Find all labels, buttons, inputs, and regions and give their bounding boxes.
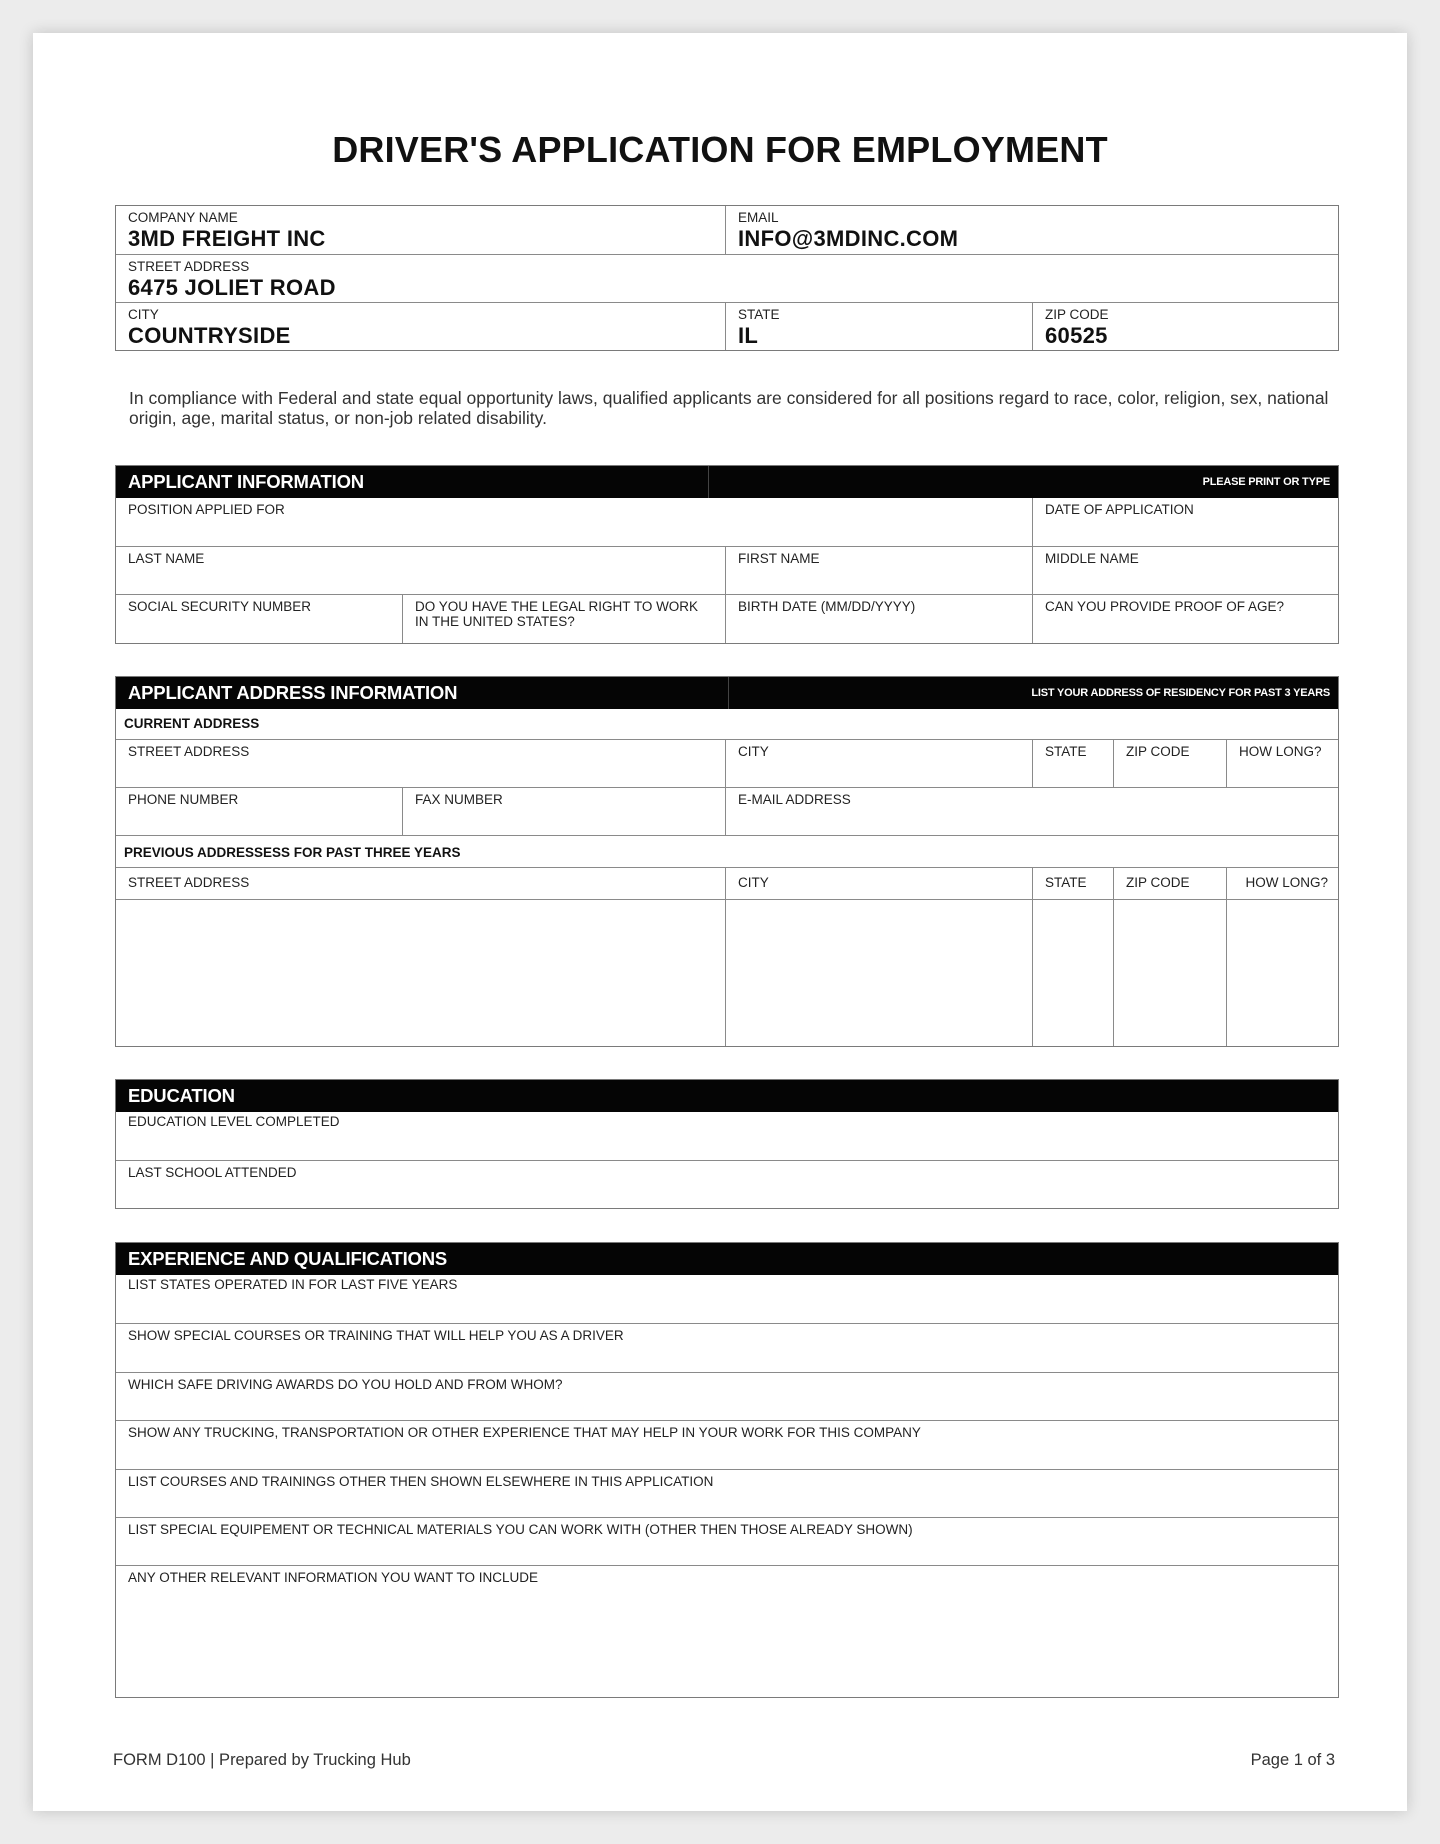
trucking-experience-field[interactable] — [116, 1421, 1338, 1469]
previous-zip-header — [1113, 868, 1226, 899]
page-title: DRIVER'S APPLICATION FOR EMPLOYMENT — [332, 129, 1108, 170]
field-label: LAST NAME — [128, 551, 205, 566]
previous-state-header — [1032, 868, 1113, 899]
column-label: STREET ADDRESS — [128, 875, 250, 890]
previous-addresses-subheading: PREVIOUS ADDRESSESS FOR PAST THREE YEARS — [116, 835, 1338, 867]
company-street-value: 6475 JOLIET ROAD — [128, 275, 336, 300]
field-label: STATE — [1045, 744, 1087, 759]
field-label: SOCIAL SECURITY NUMBER — [128, 599, 312, 614]
experience-section — [115, 1242, 1339, 1698]
previous-street-entry[interactable] — [116, 900, 725, 1046]
company-state-cell — [725, 303, 1032, 350]
phone-number-field[interactable] — [116, 788, 402, 835]
birth-date-field[interactable] — [725, 595, 1032, 643]
current-state-field[interactable] — [1032, 740, 1113, 787]
section-title: APPLICANT ADDRESS INFORMATION — [128, 682, 458, 703]
field-label: PHONE NUMBER — [128, 792, 239, 807]
email-address-field[interactable] — [725, 788, 1338, 835]
company-email-label: EMAIL — [738, 210, 779, 225]
company-state-value: IL — [738, 323, 759, 348]
special-equipment-field[interactable] — [116, 1518, 1338, 1565]
page-number-footer: Page 1 of 3 — [1250, 1751, 1335, 1769]
field-label: MIDDLE NAME — [1045, 551, 1139, 566]
equal-opportunity-notice: In compliance with Federal and state equal opportunity laws, qualified applicants are considered for all positions regard to race, color, religion, sex, national origin, age, marital status, or non-job related disability. — [129, 388, 1329, 428]
last-school-field[interactable] — [116, 1161, 1338, 1208]
middle-name-field[interactable] — [1032, 547, 1338, 594]
form-id-footer: FORM D100 | Prepared by Trucking Hub — [113, 1751, 411, 1769]
column-label: CITY — [738, 875, 769, 890]
section-note: LIST YOUR ADDRESS OF RESIDENCY FOR PAST 3 YEARS — [1031, 687, 1330, 699]
section-title: APPLICANT INFORMATION — [128, 471, 364, 492]
field-label: BIRTH DATE (MM/DD/YYYY) — [738, 599, 916, 614]
company-city-value: COUNTRYSIDE — [128, 323, 291, 348]
previous-how-long-entry[interactable] — [1226, 900, 1338, 1046]
field-label: LAST SCHOOL ATTENDED — [128, 1165, 297, 1180]
field-label: LIST COURSES AND TRAININGS OTHER THEN SHOWN ELSEWHERE IN THIS APPLICATION — [128, 1474, 714, 1489]
section-title: EDUCATION — [128, 1085, 235, 1106]
company-city-label: CITY — [128, 307, 159, 322]
experience-header — [116, 1243, 1338, 1275]
other-information-field[interactable] — [116, 1566, 1338, 1697]
field-label: ZIP CODE — [1126, 744, 1190, 759]
field-label: HOW LONG? — [1239, 744, 1322, 759]
special-courses-field[interactable] — [116, 1324, 1338, 1372]
field-label: ANY OTHER RELEVANT INFORMATION YOU WANT TO INCLUDE — [128, 1570, 539, 1585]
date-of-application-field[interactable] — [1032, 498, 1338, 546]
field-label: DATE OF APPLICATION — [1045, 502, 1194, 517]
other-courses-field[interactable] — [116, 1470, 1338, 1517]
section-note: PLEASE PRINT OR TYPE — [1202, 476, 1330, 488]
field-label: LIST STATES OPERATED IN FOR LAST FIVE YEARS — [128, 1277, 458, 1292]
company-city-cell — [116, 303, 725, 350]
applicant-address-section — [115, 676, 1339, 1047]
field-label: WHICH SAFE DRIVING AWARDS DO YOU HOLD AND FROM WHOM? — [128, 1377, 563, 1392]
current-how-long-field[interactable] — [1226, 740, 1338, 787]
safe-driving-awards-field[interactable] — [116, 1373, 1338, 1420]
column-label: ZIP CODE — [1126, 875, 1190, 890]
education-section — [115, 1079, 1339, 1209]
legal-right-field[interactable] — [402, 595, 725, 643]
field-label: STREET ADDRESS — [128, 744, 250, 759]
company-zip-cell — [1032, 303, 1338, 350]
field-label: LIST SPECIAL EQUIPEMENT OR TECHNICAL MATERIALS YOU CAN WORK WITH (OTHER THEN THOSE ALREADY SHOWN) — [128, 1522, 913, 1537]
states-operated-field[interactable] — [116, 1275, 1338, 1323]
current-city-field[interactable] — [725, 740, 1032, 787]
document-page — [33, 33, 1407, 1811]
applicant-information-header — [116, 466, 1338, 498]
field-label: SHOW SPECIAL COURSES OR TRAINING THAT WILL HELP YOU AS A DRIVER — [128, 1328, 624, 1343]
applicant-address-header — [116, 677, 1338, 709]
previous-city-header — [725, 868, 1032, 899]
field-label: E-MAIL ADDRESS — [738, 792, 851, 807]
company-info-block — [115, 205, 1339, 351]
education-level-field[interactable] — [116, 1112, 1338, 1160]
ssn-field[interactable] — [116, 595, 402, 643]
last-name-field[interactable] — [116, 547, 725, 594]
current-street-field[interactable] — [116, 740, 725, 787]
current-address-subheading: CURRENT ADDRESS — [124, 716, 260, 731]
field-label: DO YOU HAVE THE LEGAL RIGHT TO WORK IN THE UNITED STATES? — [415, 599, 699, 629]
company-state-label: STATE — [738, 307, 780, 322]
header-divider — [708, 466, 709, 498]
previous-city-entry[interactable] — [725, 900, 1032, 1046]
field-label: POSITION APPLIED FOR — [128, 502, 285, 517]
first-name-field[interactable] — [725, 547, 1032, 594]
company-zip-value: 60525 — [1045, 323, 1108, 348]
previous-state-entry[interactable] — [1032, 900, 1113, 1046]
company-name-cell — [116, 206, 725, 254]
section-title: EXPERIENCE AND QUALIFICATIONS — [128, 1248, 447, 1269]
position-applied-field[interactable] — [116, 498, 1032, 546]
field-label: FIRST NAME — [738, 551, 820, 566]
field-label: EDUCATION LEVEL COMPLETED — [128, 1114, 340, 1129]
company-email-cell — [725, 206, 1338, 254]
previous-how-long-header — [1226, 868, 1338, 899]
column-label: HOW LONG? — [1245, 875, 1328, 890]
current-zip-field[interactable] — [1113, 740, 1226, 787]
company-name-label: COMPANY NAME — [128, 210, 238, 225]
company-email-value: INFO@3MDINC.COM — [738, 226, 959, 251]
previous-zip-entry[interactable] — [1113, 900, 1226, 1046]
previous-street-header — [116, 868, 725, 899]
field-label: CITY — [738, 744, 769, 759]
company-street-label: STREET ADDRESS — [128, 259, 250, 274]
proof-of-age-field[interactable] — [1032, 595, 1338, 643]
field-label: FAX NUMBER — [415, 792, 503, 807]
company-zip-label: ZIP CODE — [1045, 307, 1109, 322]
header-divider — [728, 677, 729, 709]
applicant-information-section — [115, 465, 1339, 644]
company-street-cell — [116, 255, 1338, 302]
column-label: STATE — [1045, 875, 1087, 890]
company-name-value: 3MD FREIGHT INC — [128, 226, 326, 251]
field-label: SHOW ANY TRUCKING, TRANSPORTATION OR OTHER EXPERIENCE THAT MAY HELP IN YOUR WORK FOR THIS COMPANY — [128, 1425, 921, 1440]
education-header — [116, 1080, 1338, 1112]
field-label: CAN YOU PROVIDE PROOF OF AGE? — [1045, 599, 1285, 614]
fax-number-field[interactable] — [402, 788, 725, 835]
